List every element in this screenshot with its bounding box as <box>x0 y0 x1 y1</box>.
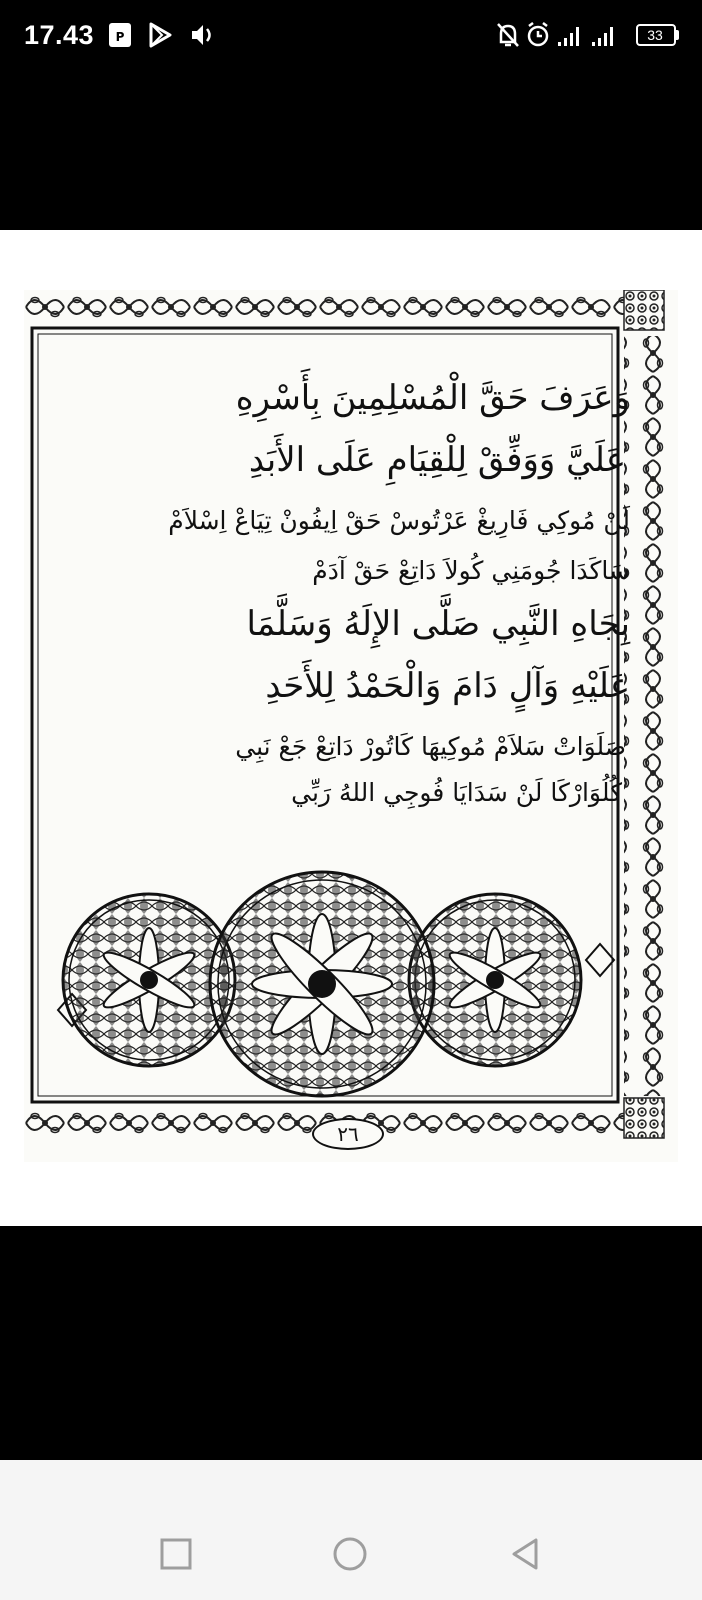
verse-line: كُلُوَارْكَا لَنْ سَدَايَا فُوجِي اللهُ رَبِّي <box>291 778 622 807</box>
signal-icon <box>590 20 618 50</box>
ornamental-border <box>24 290 678 1162</box>
status-bar <box>0 0 702 72</box>
volume-icon <box>188 20 216 50</box>
svg-text:P: P <box>115 30 125 44</box>
page-number: ٢٦ <box>312 1118 384 1150</box>
verse-line: عَلَيَّ وَوَفِّقْ لِلْقِيَامِ عَلَى الأَبَدِ <box>248 440 626 480</box>
battery-level: 33 <box>647 27 663 43</box>
notifications-off-icon <box>494 20 522 50</box>
verse-line: بِجَاهِ النَّبِي صَلَّى الإِلَهُ وَسَلَّمَا <box>246 604 630 644</box>
verse-line: سَاكَدَا جُومَنِي كُولاَ دَاتِعْ حَقْ آدَمْ <box>312 556 630 585</box>
play-store-icon <box>146 20 174 50</box>
battery-icon <box>636 24 676 46</box>
viewer-letterbox <box>0 1226 702 1460</box>
back-triangle-icon[interactable] <box>502 1530 550 1578</box>
status-time: 17.43 <box>24 20 95 50</box>
battery-tip <box>676 30 679 40</box>
verse-line: عَلَيْهِ وَآلٍ دَامَ وَالْحَمْدُ لِلأَحَدِ <box>265 666 630 706</box>
home-circle-icon[interactable] <box>326 1530 374 1578</box>
verse-line: وَعَرَفَ حَقَّ الْمُسْلِمِينَ بِأَسْرِهِ <box>235 378 630 418</box>
pdf-app-icon <box>106 20 134 50</box>
signal-icon <box>556 20 584 50</box>
ornament-medallions <box>58 872 614 1096</box>
verse-line: لَنْ مُوكِي فَارِيغْ عَرْتُوسْ حَقْ اِيفُونْ تِيَاعْ اِسْلاَمْ <box>168 506 630 535</box>
verse-line: صَلَوَاتْ سَلاَمْ مُوكِيهَا كَاتُورْ دَاتِعْ جَعْ نَبِي <box>235 732 626 761</box>
scanned-page[interactable] <box>24 290 678 1162</box>
alarm-icon <box>524 20 552 50</box>
recents-square-icon[interactable] <box>152 1530 200 1578</box>
